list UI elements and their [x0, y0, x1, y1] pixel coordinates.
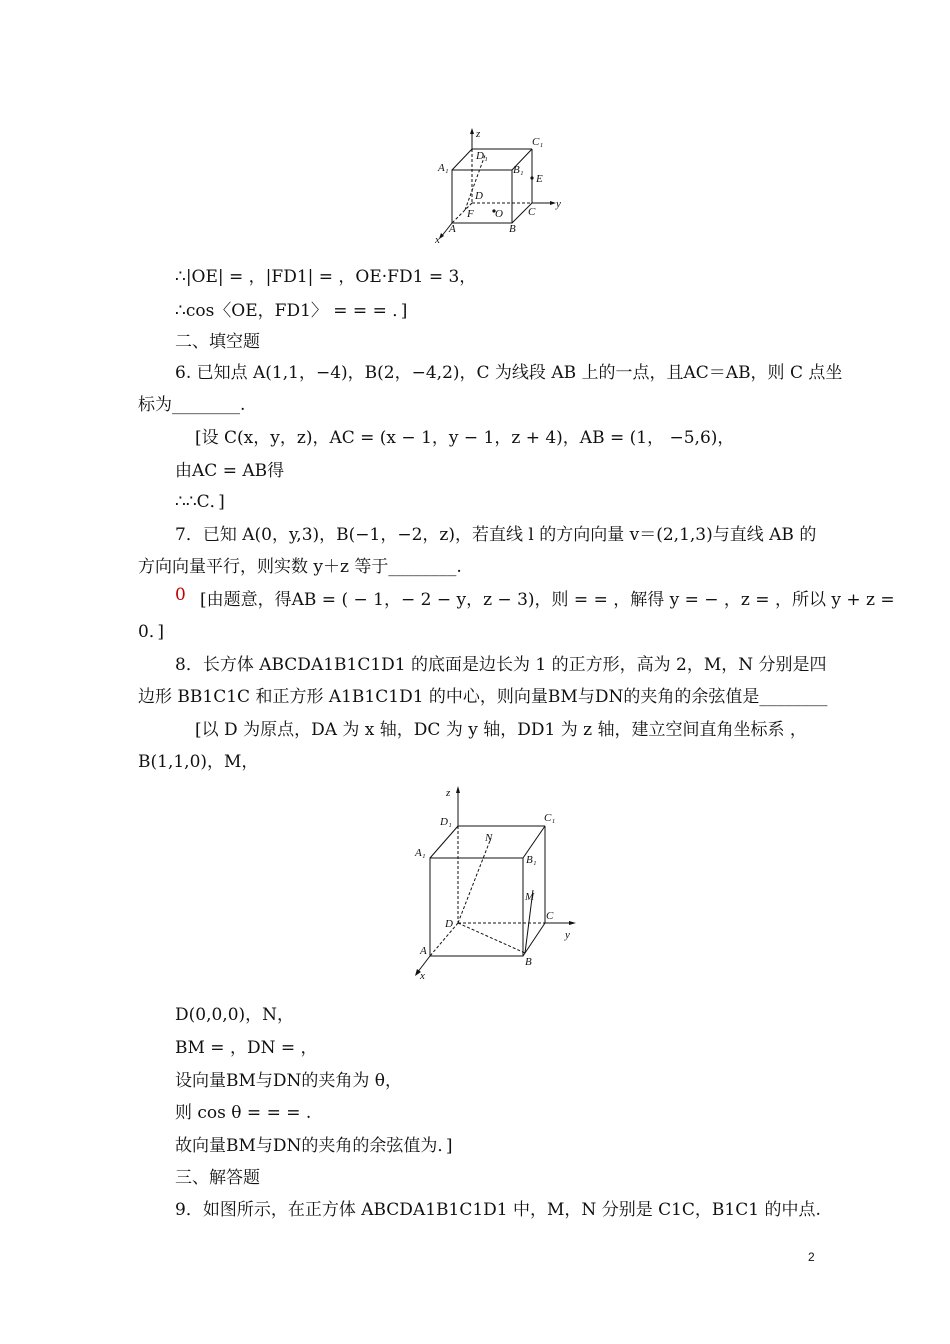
fig1-label-C1: C₁ [532, 136, 544, 148]
fig1-label-O: O [495, 208, 503, 220]
answer-7-line-1: [由题意，得AB = ( − 1，− 2 − y，z − 3)，则 = = ，解得 y = − ，z = ，所以 y + z = [200, 590, 895, 610]
answer-6-line-3: ∴∴C．] [175, 492, 225, 512]
question-8-line-1: 8．长方体 ABCDA1B1C1D1 的底面是边长为 1 的正方形，高为 2，M，N 分别是四 [175, 655, 827, 675]
fig2-label-D: D [445, 918, 453, 930]
cube-figure-1 [425, 125, 575, 245]
question-8-line-2: 边形 BB1C1C 和正方形 A1B1C1D1 的中心，则向量BM与DN的夹角的余弦值是________ [138, 687, 828, 707]
answer-6-line-2: 由AC = AB得 [175, 461, 285, 481]
fig2-label-C1: C₁ [544, 812, 556, 824]
question-6-line-2: 标为________. [138, 395, 246, 415]
fig1-label-z: z [476, 128, 481, 140]
fig1-label-A1: A₁ [438, 162, 449, 174]
fig1-label-D1: D₁ [476, 150, 488, 162]
fig1-label-B1: B₁ [513, 164, 524, 176]
fig1-label-C: C [528, 206, 536, 218]
answer-6-line-1: [设 C(x，y，z)，AC = (x − 1，y − 1，z + 4)，AB = (1， −5,6)， [195, 428, 735, 448]
question-7-line-1: 7．已知 A(0，y,3)，B(−1，−2，z)，若直线 l 的方向向量 v＝(2,1,3)与直线 AB 的 [175, 525, 817, 545]
question-7-line-2: 方向向量平行，则实数 y＋z 等于________. [138, 557, 462, 577]
fig2-label-M: M [525, 891, 535, 903]
text-line-1: ∴|OE| = ，|FD1| = ，OE·FD1 = 3， [175, 267, 477, 287]
fig1-label-B: B [509, 223, 516, 235]
cube-figure-2 [405, 783, 585, 983]
section-heading-fill-blank: 二、填空题 [175, 332, 260, 352]
fig2-label-B1: B₁ [526, 854, 537, 866]
fig2-label-N: N [485, 832, 493, 844]
answer-7-value: 0 [175, 585, 186, 605]
text-line-2: ∴cos〈OE，FD1〉 = = = ．] [175, 301, 408, 321]
section-heading-solve: 三、解答题 [175, 1168, 260, 1188]
fig2-label-y: y [565, 929, 570, 941]
question-9-line-1: 9．如图所示，在正方体 ABCDA1B1C1D1 中，M，N 分别是 C1C，B1C1 的中点. [175, 1200, 821, 1220]
fig1-label-D: D [475, 190, 483, 202]
answer-8-line-1: [以 D 为原点，DA 为 x 轴，DC 为 y 轴，DD1 为 z 轴，建立空间直角坐标系 ， [195, 720, 807, 740]
fig2-label-x: x [420, 970, 425, 982]
fig2-label-A1: A₁ [415, 847, 426, 859]
fig1-label-y: y [556, 198, 561, 210]
answer-8-line-7: 故向量BM与DN的夹角的余弦值为．] [175, 1136, 453, 1156]
fig2-label-D1: D₁ [440, 816, 452, 828]
answer-8-line-5: 设向量BM与DN的夹角为 θ， [175, 1071, 403, 1091]
fig1-label-E: E [536, 173, 543, 185]
fig2-label-B: B [525, 956, 532, 968]
page-number: 2 [808, 1250, 815, 1264]
answer-7-line-2: 0．] [138, 622, 164, 642]
answer-8-line-6: 则 cos θ = = = . [175, 1103, 312, 1123]
fig2-label-z: z [446, 787, 451, 799]
fig1-label-x: x [435, 234, 440, 245]
question-6-line-1: 6. 已知点 A(1,1，−4)，B(2，−4,2)，C 为线段 AB 上的一点，且AC＝AB，则 C 点坐 [175, 363, 843, 383]
answer-8-line-3: D(0,0,0)，N， [175, 1005, 295, 1025]
answer-8-line-2: B(1,1,0)，M， [138, 752, 259, 772]
fig1-label-F: F [467, 208, 474, 220]
answer-8-line-4: BM = ，DN = ， [175, 1038, 318, 1058]
fig1-label-A: A [449, 223, 456, 235]
fig2-label-C: C [546, 910, 554, 922]
fig2-label-A: A [420, 945, 427, 957]
